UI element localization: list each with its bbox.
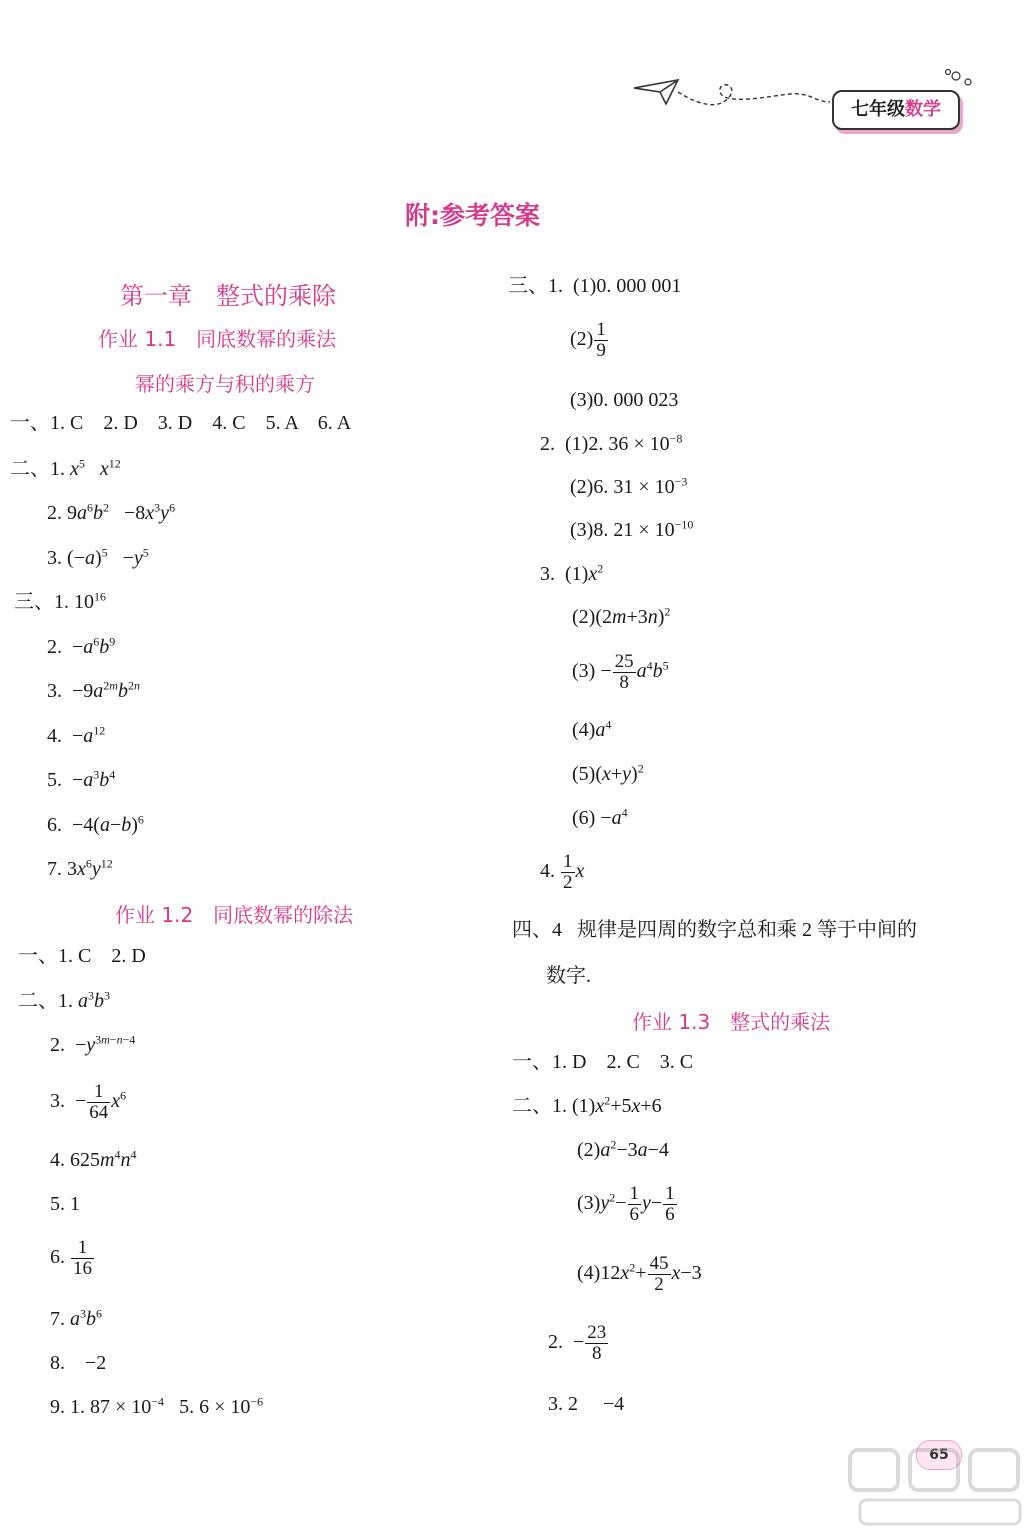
- answer-line: 二、1. $(1)x^2+5x+6$: [512, 1093, 662, 1117]
- answer-line: 3. 2 −4: [548, 1393, 625, 1415]
- answer-line: (2)6. $31 \times 10^{-3}$: [570, 474, 688, 498]
- answer-line: 4. $625m^4n^4$: [50, 1147, 137, 1171]
- paper-plane-icon: [634, 80, 678, 104]
- answer-line: 2. (1)2. $36 \times 10^{-8}$: [540, 431, 683, 455]
- watermark-logo: [840, 1430, 1030, 1530]
- hw-1-2-title: 作业 1.2 同底数幂的除法: [115, 903, 354, 927]
- answer-line: 3. $-9a^{2m}b^{2n}$: [47, 678, 140, 702]
- answer-line: 3. − $\frac{1}{64}$ $x^6$: [50, 1081, 127, 1123]
- answer-line: $(3)y^2-$ $\frac{1}{6}$ y− $\frac{1}{6}$: [577, 1183, 675, 1225]
- answer-line: 6. $-4(a-b)^6$: [47, 812, 144, 836]
- answer-line: 一、1. C 2. D: [18, 945, 146, 967]
- answer-line: 9. 1. $87 \times 10^{-4}$ 5. $6 \times 10^{-6}$: [50, 1394, 264, 1418]
- answer-line: $(4)12x^2+$ $\frac{45}{2}$ x−3: [577, 1253, 702, 1295]
- answer-line: (3)0. 000 023: [570, 389, 679, 411]
- answer-line: 三、1. $10^{16}$: [14, 589, 106, 613]
- answer-line: (3)8. $21 \times 10^{-10}$: [570, 517, 694, 541]
- answer-line: $(2)(2m+3n)^2$: [572, 604, 671, 628]
- answer-line: 2. $-a^6b^9$: [47, 634, 116, 658]
- page-number: 65: [916, 1440, 962, 1470]
- answer-line: $(5)(x+y)^2$: [572, 761, 644, 785]
- answer-line: 2. $-y^{3m-n-4}$: [50, 1032, 136, 1056]
- badge-grade: 七年级: [851, 99, 905, 120]
- hw-1-1-title: 作业 1.1 同底数幂的乘法: [98, 327, 337, 351]
- answer-line: 2. $9a^6b^2 -8x^3y^6$: [47, 500, 176, 524]
- answer-line: 四、4 规律是四周的数字总和乘 2 等于中间的: [512, 919, 917, 941]
- answer-line: 数字.: [546, 965, 591, 987]
- answer-line: 3. $(1)x^2$: [540, 561, 604, 585]
- grade-subject-badge: [832, 90, 960, 130]
- answer-line: 4. $-a^{12}$: [47, 723, 106, 747]
- answer-line: 二、1. $a^3b^3$: [18, 988, 110, 1012]
- answer-line: 2. − $\frac{23}{8}$: [548, 1322, 607, 1364]
- answer-line: 三、1. (1)0. 000 001: [508, 275, 682, 297]
- answer-line: 一、1. D 2. C 3. C: [512, 1051, 694, 1073]
- answer-line: $(2)a^2-3a-4$: [577, 1137, 669, 1161]
- answer-line: 7. $3x^6y^{12}$: [47, 856, 113, 880]
- hw-1-3-title: 作业 1.3 整式的乘法: [632, 1010, 831, 1034]
- answer-line: 3. $(-a)^5 -y^5$: [47, 545, 149, 569]
- answer-line: 5. 1: [50, 1193, 80, 1215]
- answer-line: 5. $-a^3b^4$: [47, 767, 116, 791]
- answer-line: 一、1. C 2. D 3. D 4. C 5. A 6. A: [10, 412, 352, 434]
- answer-line: $(4)a^4$: [572, 717, 612, 741]
- answer-line: 7. $a^3b^6$: [50, 1306, 102, 1330]
- answer-line: 二、1. $x^5$ $x^{12}$: [10, 456, 121, 480]
- answer-line: 6. $\frac{1}{16}$: [50, 1237, 92, 1279]
- chapter-title: 第一章 整式的乘除: [120, 284, 336, 310]
- answer-line: (2) $\frac{1}{9}$: [570, 319, 606, 361]
- badge-subject: 数学: [905, 99, 941, 120]
- hw-1-1-subtitle: 幂的乘方与积的乘方: [135, 372, 315, 396]
- answer-line: 8. −2: [50, 1352, 107, 1374]
- answer-line: (3) − $\frac{25}{8}$ $a^4b^5$: [572, 651, 669, 693]
- page-title: 附:参考答案: [405, 201, 540, 230]
- answer-line: 4. $\frac{1}{2}$ x: [540, 851, 585, 893]
- answer-line: $(6) -a^4$: [572, 805, 628, 829]
